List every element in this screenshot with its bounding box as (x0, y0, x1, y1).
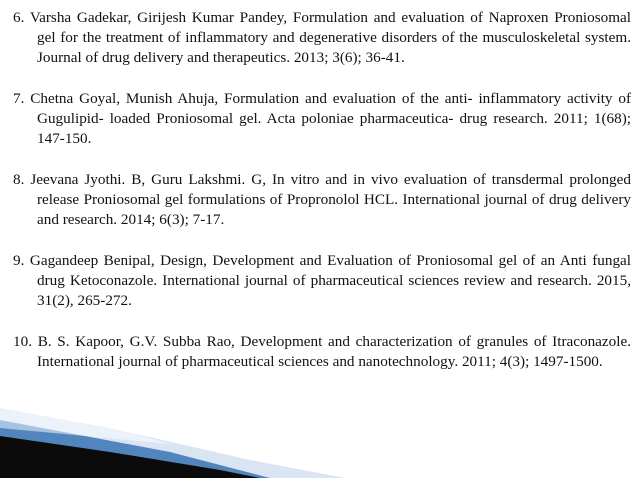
reference-number: 9. (13, 252, 25, 269)
reference-number: 7. (13, 90, 25, 107)
reference-text: B. S. Kapoor, G.V. Subba Rao, Development and characterization of granules of Itraconazole. International journal of pharmaceutical sciences and nanotechnology. 2011; 4(3); 1497-1500. (37, 333, 631, 370)
reference-text: Gagandeep Benipal, Design, Development and Evaluation of Proniosomal gel of an Anti fungal drug Ketoconazole. International journal of pharmaceutical sciences review and research. 2015, 31(2), 265-272. (29, 252, 632, 309)
reference-item-10 (13, 332, 631, 372)
reference-item-9 (13, 251, 631, 311)
reference-number: 6. (13, 9, 25, 26)
reference-item-6 (13, 8, 631, 68)
reference-number: 10. (13, 333, 32, 350)
reference-item-7 (13, 89, 631, 149)
reference-list (13, 8, 631, 372)
reference-text: Chetna Goyal, Munish Ahuja, Formulation and evaluation of the anti- inflammatory activity of Gugulipid- loaded Proniosomal gel. Acta poloniae pharmaceutica- drug research. 2011; 1(68); 147-150. (30, 90, 632, 147)
reference-number: 8. (13, 171, 25, 188)
reference-item-8 (13, 170, 631, 230)
reference-text: Jeevana Jyothi. B, Guru Lakshmi. G, In vitro and in vivo evaluation of transdermal prolonged release Proniosomal gel formulations of Propronolol HCL. International journal of drug delivery and research. 2014; 6(3); 7-17. (30, 171, 631, 228)
reference-text: Varsha Gadekar, Girijesh Kumar Pandey, Formulation and evaluation of Naproxen Proniosomal gel for the treatment of inflammatory and degenerative disorders of the musculoskeletal system. Journal of drug delivery and therapeutics. 2013; 3(6); 36-41. (29, 9, 631, 66)
